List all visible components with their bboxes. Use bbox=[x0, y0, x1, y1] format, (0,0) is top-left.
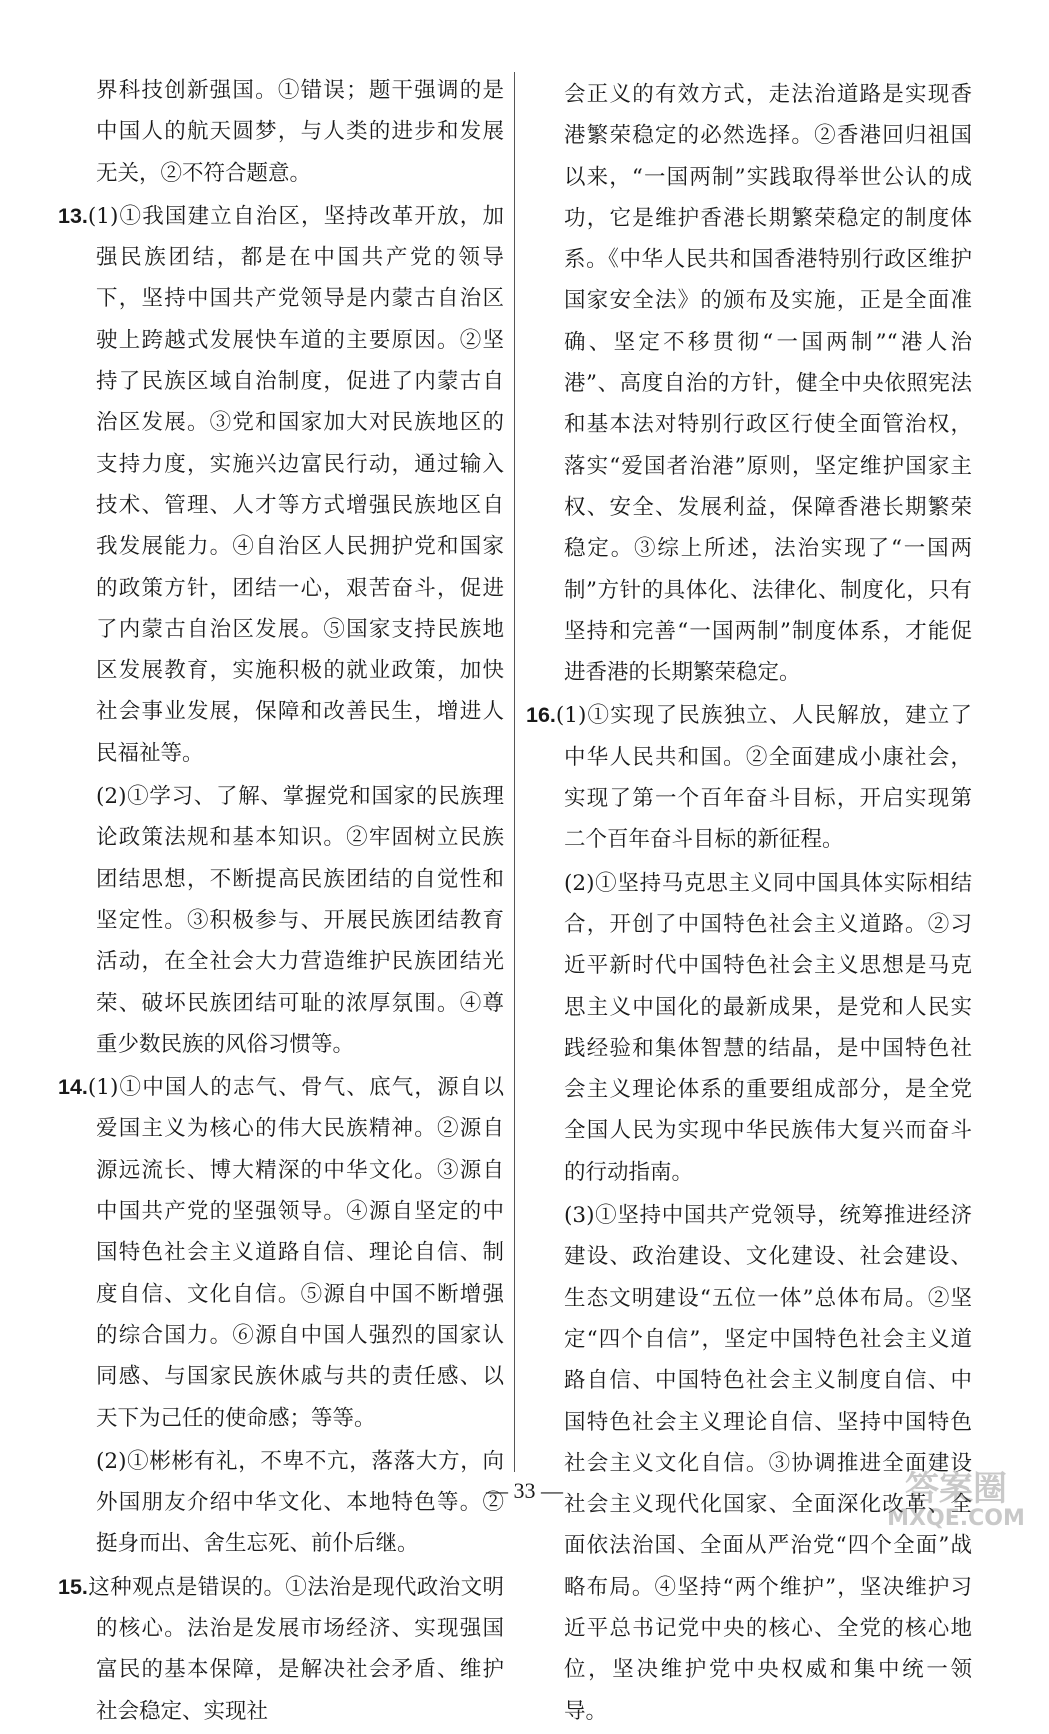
question-16-part-1-text: (1)①实现了民族独立、人民解放，建立了中华人民共和国。②全面建成小康社会，实现了第一个百年奋斗目标，开启实现第二个百年奋斗目标的新征程。 bbox=[555, 703, 972, 853]
question-16-part-3: (3)①坚持中国共产党领导，统筹推进经济建设、政治建设、文化建设、社会建设、生态文明建设“五位一体”总体布局。②坚定“四个自信”，坚定中国特色社会主义道路自信、中国特色社会主义制度自信、中国特色社会主义理论自信、坚持中国特色社会主义文化自信。③协调推进全面建设社会主义现代化国家、全面深化改革、全面依法治国、全面从严治党“四个全面”战略布局。④坚持“两个维护”，坚决维护习近平总书记党中央的核心、全党的核心地位，坚决维护党中央权威和集中统一领导。 bbox=[564, 1203, 972, 1724]
answer-continuation: 界科技创新强国。①错误；题干强调的是中国人的航天圆梦，与人类的进步和发展无关，②不符合题意。 bbox=[96, 78, 504, 186]
question-13-part-1 bbox=[58, 196, 504, 774]
question-16-number: 16. bbox=[526, 703, 556, 728]
watermark-url-text: MXQE.COM bbox=[887, 1506, 1025, 1530]
page-number: — 33 — bbox=[486, 1478, 563, 1503]
column-divider bbox=[514, 72, 515, 1472]
question-13-part-2: (2)①学习、了解、掌握党和国家的民族理论政策法规和基本知识。②牢固树立民族团结思想，不断提高民族团结的自觉性和坚定性。③积极参与、开展民族团结教育活动，在全社会大力营造维护民族团结光荣、破坏民族团结可耻的浓厚氛围。④尊重少数民族的风俗习惯等。 bbox=[96, 784, 504, 1057]
question-15-text: 这种观点是错误的。①法治是现代政治文明的核心。法治是发展市场经济、实现强国富民的基本保障，是解决社会矛盾、维护社会稳定、实现社 bbox=[87, 1574, 504, 1724]
question-14-part-1 bbox=[58, 1067, 504, 1439]
question-15 bbox=[58, 1567, 504, 1732]
question-13-number: 13. bbox=[58, 203, 88, 228]
question-15-continuation: 会正义的有效方式，走法治道路是实现香港繁荣稳定的必然选择。②香港回归祖国以来，“一国两制”实践取得举世公认的成功，它是维护香港长期繁荣稳定的制度体系。《中华人民共和国香港特别行政区维护国家安全法》的颁布及实施，正是全面准确、坚定不移贯彻“一国两制”“港人治港”、高度自治的方针，健全中央依照宪法和基本法对特别行政区行使全面管治权，落实“爱国者治港”原则，坚定维护国家主权、安全、发展利益，保障香港长期繁荣稳定。③综上所述，法治实现了“一国两制”方针的具体化、法律化、制度化，只有坚持和完善“一国两制”制度体系，才能促进香港的长期繁荣稳定。 bbox=[564, 82, 972, 686]
question-16-part-2: (2)①坚持马克思主义同中国具体实际相结合，开创了中国特色社会主义道路。②习近平新时代中国特色社会主义思想是马克思主义中国化的最新成果，是党和人民实践经验和集体智慧的结晶，是中国特色社会主义理论体系的重要组成部分，是全党全国人民为实现中华民族伟大复兴而奋斗的行动指南。 bbox=[564, 870, 972, 1185]
watermark-logo-text: 答案圈 bbox=[905, 1469, 1007, 1509]
watermark-logo bbox=[864, 1460, 1039, 1530]
question-14-part-2: (2)①彬彬有礼，不卑不亢，落落大方，向外国朋友介绍中华文化、本地特色等。②挺身而出、舍生忘死、前仆后继。 bbox=[96, 1448, 504, 1557]
question-14-part-1-text: (1)①中国人的志气、骨气、底气，源自以爱国主义为核心的伟大民族精神。②源自源远流长、博大精深的中华文化。③源自中国共产党的坚强领导。④源自坚定的中国特色社会主义道路自信、理论自信、制度自信、文化自信。⑤源自中国不断增强的综合国力。⑥源自中国人强烈的国家认同感、与国家民族休戚与共的责任感、以天下为己任的使命感；等等。 bbox=[87, 1075, 504, 1431]
question-13-part-1-text: (1)①我国建立自治区，坚持改革开放，加强民族团结，都是在中国共产党的领导下，坚持中国共产党领导是内蒙古自治区驶上跨越式发展快车道的主要原因。②坚持了民族区域自治制度，促进了内蒙古自治区发展。③党和国家加大对民族地区的支持力度，实施兴边富民行动，通过输入技术、管理、人才等方式增强民族地区自我发展能力。④自治区人民拥护党和国家的政策方针，团结一心，艰苦奋斗，促进了内蒙古自治区发展。⑤国家支持民族地区发展教育，实施积极的就业政策，加快社会事业发展，保障和改善民生，增进人民福祉等。 bbox=[87, 203, 504, 766]
question-16-part-1 bbox=[526, 695, 972, 860]
question-15-number: 15. bbox=[58, 1574, 88, 1599]
question-14-number: 14. bbox=[58, 1075, 88, 1100]
